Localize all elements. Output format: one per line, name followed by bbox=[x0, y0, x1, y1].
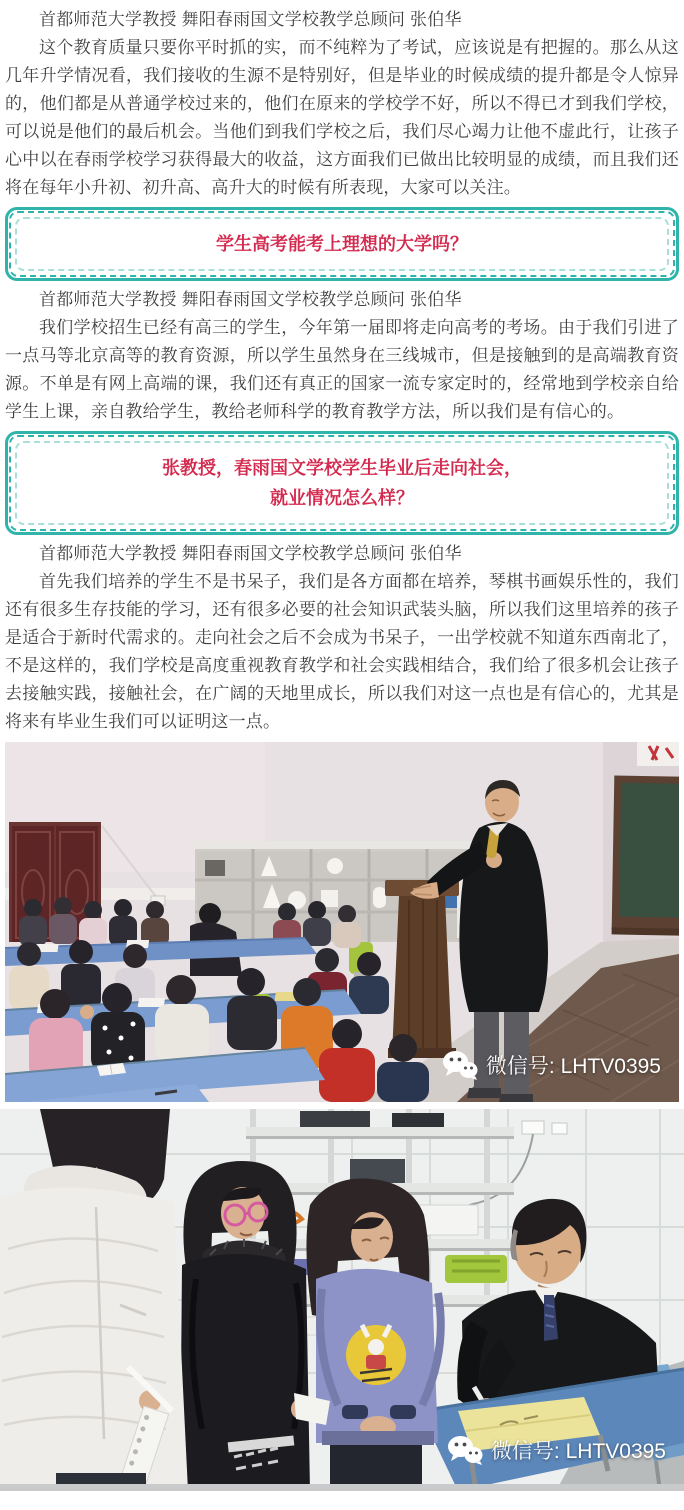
photo-classroom-lecture bbox=[5, 742, 679, 1102]
wechat-icon bbox=[442, 1050, 478, 1080]
speaker-line-2: 首都师范大学教授 舞阳春雨国文学校教学总顾问 张伯华 bbox=[39, 290, 462, 309]
answer-paragraph-3: 首先我们培养的学生不是书呆子，我们是各方面都在培养，琴棋书画娱乐性的，我们还有很多生存技能的学习，还有很多必要的社会知识武装头脑，所以我们这里培养的孩子是适合于新时代需求的。走向社会之后不会成为书呆子，一出学校就不知道东西南北了，不是这样的，我们学校是高度重视教育教学和社会实践相结合，我们给了很多机会让孩子去接触实践，接触社会，在广阔的天地里成长，所以我们对这一点也是有信心的，尤其是将来有毕业生我们可以证明这一点。 bbox=[5, 572, 679, 731]
classroom-lecture-illustration bbox=[5, 742, 679, 1102]
answer-paragraph-1: 这个教育质量只要你平时抓的实，而不纯粹为了考试，应该说是有把握的。那么从这几年升学情况看，我们接收的生源不是特别好，但是毕业的时候成绩的提升都是令人惊异的，他们都是从普通学校过来的，他们在原来的学校学不好，所以不得已才到我们学校，可以说是他们的最后机会。当他们到我们学校之后，我们尽心竭力让他不虚此行，让孩子心中以在春雨学校学习获得最大的收益，这方面我们已做出比较明显的成绩，而且我们还将在每年小升初、初升高、高升大的时候有所表现，大家可以关注。 bbox=[5, 38, 679, 197]
question-text-1: 学生高考能考上理想的大学吗？ bbox=[216, 234, 468, 254]
question-box-2 bbox=[5, 431, 679, 535]
photo-signing-autograph bbox=[0, 1109, 684, 1491]
answer-paragraph-2: 我们学校招生已经有高三的学生，今年第一届即将走向高考的考场。由于我们引进了一点马等北京高等的教育资源，所以学生虽然身在三线城市，但是接触到的是高端教育资源。不单是有网上高端的课，我们还有真正的国家一流专家定时的，经常地到学校亲自给学生上课，亲自教给学生，教给老师科学的教育教学方法，所以我们是有信心的。 bbox=[5, 318, 679, 421]
question-box-2-inner-frame bbox=[15, 441, 669, 525]
watermark-text: 微信号: LHTV0395 bbox=[490, 1440, 666, 1463]
speaker-line-3: 首都师范大学教授 舞阳春雨国文学校教学总顾问 张伯华 bbox=[39, 544, 462, 563]
watermark-text: 微信号: LHTV0395 bbox=[485, 1055, 661, 1078]
question-text-2: 张教授，春雨国文学校学生毕业后走向社会， bbox=[162, 458, 522, 478]
question-box-1 bbox=[5, 207, 679, 281]
watermark bbox=[447, 1435, 666, 1465]
question-box-2-dashed-frame bbox=[9, 435, 675, 531]
wechat-icon bbox=[447, 1435, 483, 1465]
speaker-line-1: 首都师范大学教授 舞阳春雨国文学校教学总顾问 张伯华 bbox=[39, 10, 462, 29]
question-box-1-inner-frame bbox=[15, 217, 669, 271]
signing-illustration bbox=[0, 1109, 684, 1491]
question-text-2b: 就业情况怎么样？ bbox=[270, 488, 414, 508]
watermark bbox=[442, 1050, 661, 1080]
question-box-1-dashed-frame bbox=[9, 211, 675, 277]
